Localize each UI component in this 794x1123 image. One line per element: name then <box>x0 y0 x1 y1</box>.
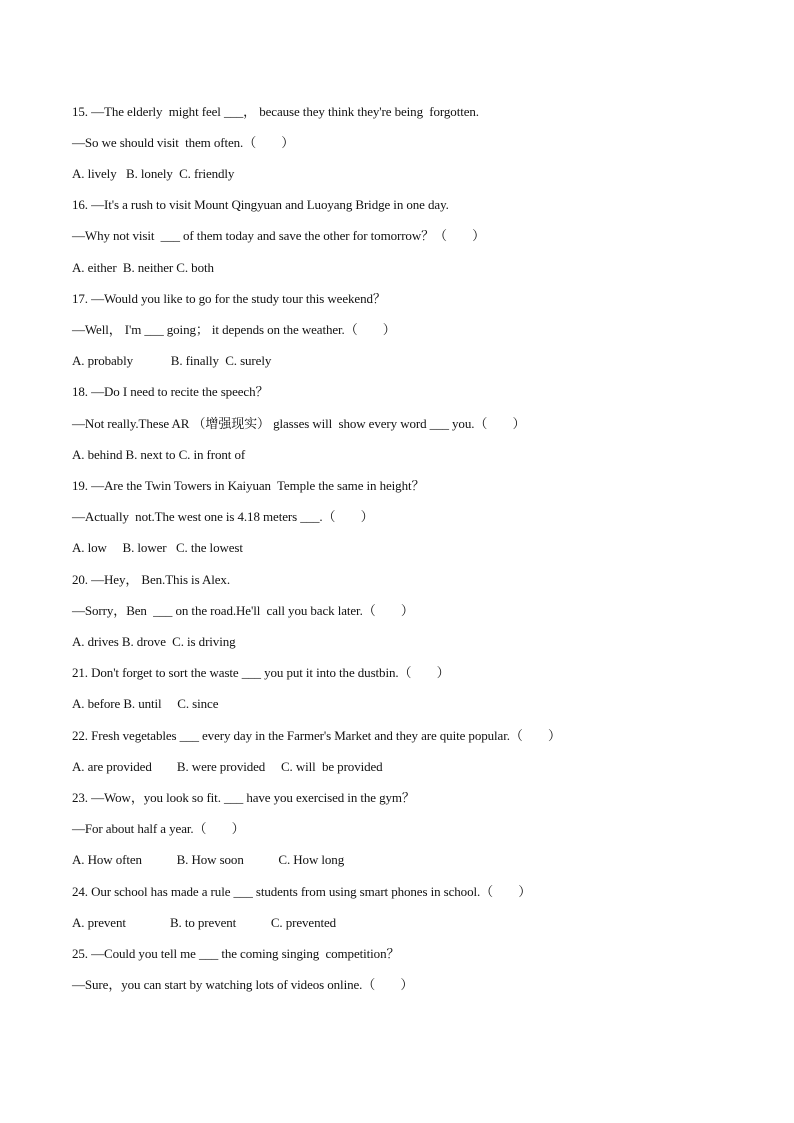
question-18-prompt: 18. —Do I need to recite the speech？ <box>72 384 269 399</box>
question-16-response: —Why not visit ___ of them today and save the other for tomorrow？（ ） <box>72 228 486 243</box>
question-22-options: A. are provided B. were provided C. will be provided <box>72 759 383 774</box>
question-23-prompt: 23. —Wow，you look so fit. ___ have you exercised in the gym？ <box>72 790 415 805</box>
question-18-response: —Not really.These AR （增强现实） glasses will show every word ___ you.（ ） <box>72 416 526 431</box>
question-15-prompt: 15. —The elderly might feel ___， because they think they're being forgotten. <box>72 104 479 119</box>
question-17-response: —Well， I'm ___ going； it depends on the weather.（ ） <box>72 322 396 337</box>
question-21-options: A. before B. until C. since <box>72 696 219 711</box>
question-24-options: A. prevent B. to prevent C. prevented <box>72 915 337 930</box>
question-15-response: —So we should visit them often.（ ） <box>72 135 295 150</box>
question-17-prompt: 17. —Would you like to go for the study tour this weekend？ <box>72 291 386 306</box>
question-19-prompt: 19. —Are the Twin Towers in Kaiyuan Temple the same in height？ <box>72 478 425 493</box>
question-24-prompt: 24. Our school has made a rule ___ students from using smart phones in school.（ ） <box>72 884 532 899</box>
question-25-prompt: 25. —Could you tell me ___ the coming singing competition？ <box>72 946 400 961</box>
question-25-response: —Sure，you can start by watching lots of videos online.（ ） <box>72 977 414 992</box>
question-20-options: A. drives B. drove C. is driving <box>72 634 236 649</box>
question-19-response: —Actually not.The west one is 4.18 meters ___.（ ） <box>72 509 374 524</box>
question-23-options: A. How often B. How soon C. How long <box>72 852 345 867</box>
question-21-prompt: 21. Don't forget to sort the waste ___ you put it into the dustbin.（ ） <box>72 665 450 680</box>
question-15-options: A. lively B. lonely C. friendly <box>72 166 235 181</box>
question-18-options: A. behind B. next to C. in front of <box>72 447 246 462</box>
question-22-prompt: 22. Fresh vegetables ___ every day in the Farmer's Market and they are quite popular.（ ） <box>72 728 561 743</box>
question-16-options: A. either B. neither C. both <box>72 260 214 275</box>
question-19-options: A. low B. lower C. the lowest <box>72 540 243 555</box>
question-17-options: A. probably B. finally C. surely <box>72 353 272 368</box>
question-20-response: —Sorry，Ben ___ on the road.He'll call you back later.（ ） <box>72 603 414 618</box>
question-23-response: —For about half a year.（ ） <box>72 821 245 836</box>
question-20-prompt: 20. —Hey， Ben.This is Alex. <box>72 572 230 587</box>
question-16-prompt: 16. —It's a rush to visit Mount Qingyuan and Luoyang Bridge in one day. <box>72 197 449 212</box>
